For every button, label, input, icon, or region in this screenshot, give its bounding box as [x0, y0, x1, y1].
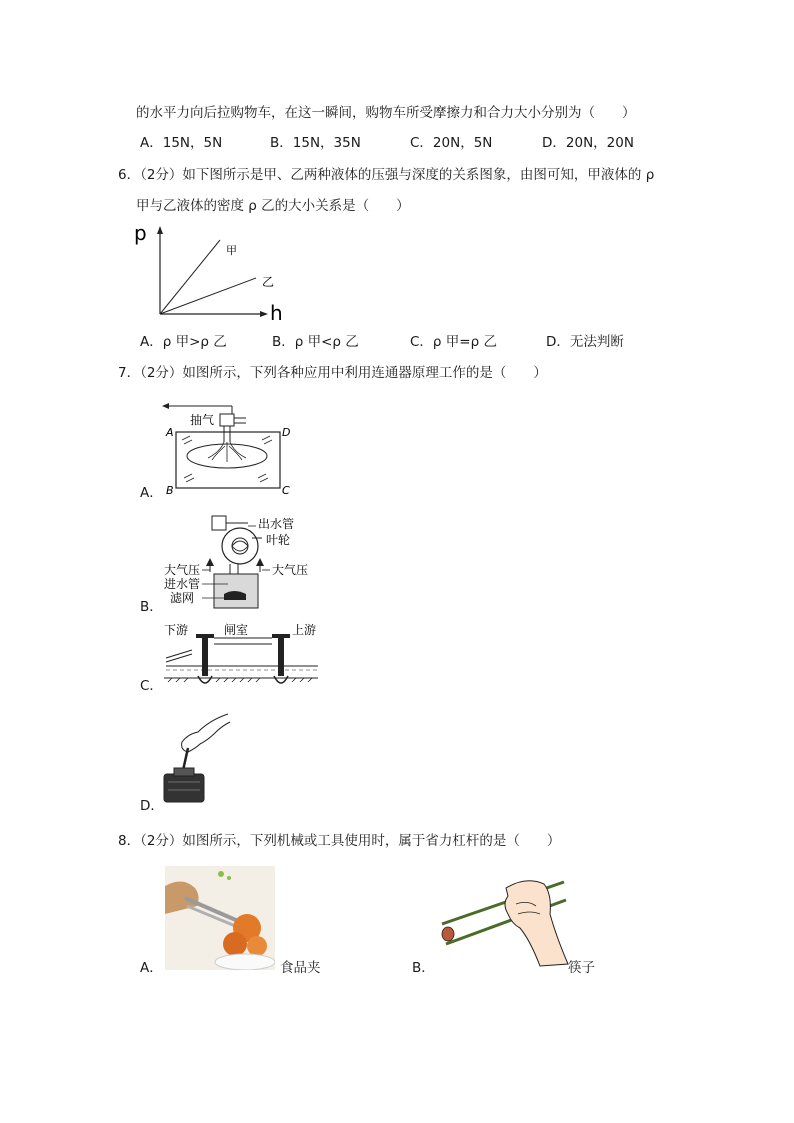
x-axis-arrow-icon	[260, 311, 268, 317]
q7-option-d[interactable]: D．	[140, 798, 164, 814]
y-axis-arrow-icon	[157, 226, 163, 234]
q5-option-d[interactable]: D．20N，20N	[542, 135, 634, 151]
impeller-label: 叶轮	[266, 533, 291, 547]
plate	[215, 954, 275, 970]
q8-figure-a-food-tongs	[165, 866, 275, 970]
q6-pressure-depth-graph	[128, 220, 288, 324]
q7-option-c[interactable]: C．	[140, 678, 163, 694]
svg-text:A: A	[166, 426, 174, 439]
atm-left-label: 大气压	[164, 563, 201, 577]
q8-option-b[interactable]: B．	[412, 960, 435, 976]
q6-stem-line1: 6．（2分）如下图所示是甲、乙两种液体的压强与深度的关系图象，由图可知，甲液体的 ρ	[118, 167, 655, 183]
x-axis-label: h	[270, 301, 283, 324]
svg-text:D: D	[282, 426, 291, 439]
q8-option-b-name: 筷子	[568, 960, 595, 976]
q5-option-b[interactable]: B．15N，35N	[270, 135, 361, 151]
svg-text:C: C	[282, 484, 290, 497]
line-yi-label: 乙	[262, 275, 275, 289]
q6-stem-line2: 甲与乙液体的密度 ρ 乙的大小关系是（ ）	[136, 198, 410, 214]
water-reservoir	[214, 574, 258, 608]
q6-option-d[interactable]: D．无法判断	[546, 334, 624, 350]
q7-option-b[interactable]: B．	[140, 599, 163, 615]
q6-option-b[interactable]: B．ρ 甲<ρ 乙	[272, 334, 359, 350]
q7-figure-b	[162, 512, 322, 612]
q7-option-a[interactable]: A．	[140, 485, 163, 501]
inlet-label: 进水管	[164, 577, 201, 591]
q8-option-a[interactable]: A．	[140, 960, 163, 976]
q5-stem-continuation: 的水平力向后拉购物车，在这一瞬间，购物车所受摩擦力和合力大小分别为（ ）	[136, 105, 636, 121]
svg-text:B: B	[166, 484, 174, 497]
gate-left-top	[196, 634, 214, 638]
q7-figure-d	[160, 710, 240, 810]
suction-arrow-icon	[162, 403, 169, 409]
ink-bottle	[164, 774, 204, 802]
q7-stem: 7．（2分）如图所示，下列各种应用中利用连通器原理工作的是（ ）	[118, 365, 547, 381]
filter-label: 滤网	[170, 591, 195, 605]
q5-option-a[interactable]: A．15N，5N	[140, 135, 223, 151]
gate-right-top	[272, 634, 290, 638]
hand-drawing	[505, 881, 568, 966]
q8-stem: 8．（2分）如图所示，下列机械或工具使用时，属于省力杠杆的是（ ）	[118, 833, 561, 849]
q8-option-a-name: 食品夹	[280, 960, 321, 976]
q5-option-c[interactable]: C．20N，5N	[410, 135, 493, 151]
pump-housing	[222, 528, 258, 564]
y-axis-label: p	[134, 221, 147, 245]
q6-option-c[interactable]: C．ρ 甲=ρ 乙	[410, 334, 497, 350]
pump-valve	[220, 414, 234, 426]
atm-right-label: 大气压	[272, 563, 309, 577]
line-jia-label: 甲	[226, 244, 237, 257]
hand	[182, 714, 230, 752]
q6-option-a[interactable]: A．ρ 甲>ρ 乙	[140, 334, 227, 350]
chamber-label: 闸室	[224, 623, 249, 637]
q7-figure-a	[162, 396, 292, 498]
downstream-label: 下游	[164, 623, 189, 637]
outlet-label: 出水管	[258, 517, 295, 531]
q8-figure-b-chopsticks	[436, 874, 572, 970]
q7-figure-c	[162, 620, 322, 692]
food-morsel	[442, 927, 454, 941]
outlet-pipe	[212, 516, 226, 530]
upstream-label: 上游	[292, 623, 317, 637]
suction-label: 抽气	[190, 413, 215, 427]
